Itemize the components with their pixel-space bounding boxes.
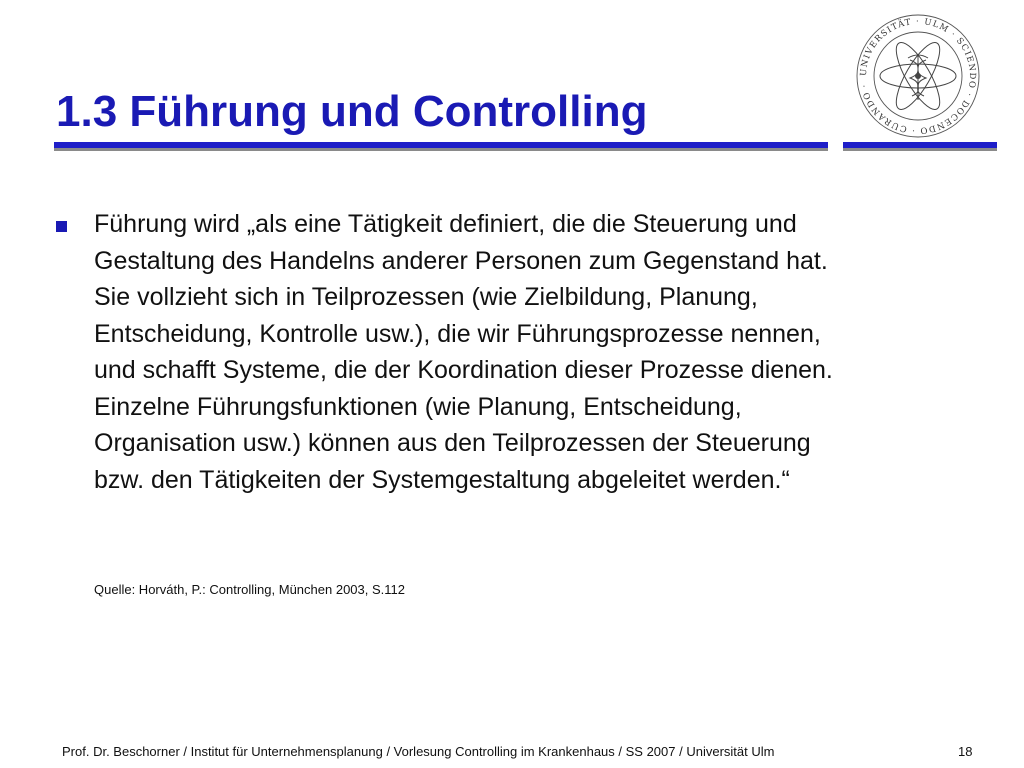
bullet-line: Gestaltung des Handelns anderer Personen zum Gegenstand hat. — [94, 246, 828, 275]
university-seal-logo — [848, 14, 988, 138]
slide-footer: Prof. Dr. Beschorner / Institut für Unternehmensplanung / Vorlesung Controlling im Krankenhaus / SS 2007 / Universität Ulm — [62, 744, 775, 759]
title-underline-short — [843, 142, 997, 151]
title-underline — [54, 142, 828, 151]
bullet-line: Sie vollzieht sich in Teilprozessen (wie Zielbildung, Planung, — [94, 283, 758, 311]
bullet-line: Einzelne Führungsfunktionen (wie Planung, Entscheidung, — [94, 392, 742, 421]
seal-ring-text: UNIVERSITÄT · ULM · SCIENDO · DOCENDO · CURANDO · — [858, 16, 978, 136]
bullet-line: Entscheidung, Kontrolle usw.), die wir Führungsprozesse nennen, — [94, 319, 821, 348]
bullet-line: bzw. den Tätigkeiten der Systemgestaltung abgeleitet werden.“ — [94, 465, 790, 494]
bullet-line: Führung wird „als eine Tätigkeit definiert, die die Steuerung und — [94, 210, 797, 238]
bullet-line: Organisation usw.) können aus den Teilprozessen der Steuerung — [94, 429, 811, 457]
page-number: 18 — [958, 744, 973, 759]
bullet-line: und schafft Systeme, die der Koordination dieser Prozesse dienen. — [94, 356, 833, 384]
source-citation: Quelle: Horváth, P.: Controlling, München 2003, S.112 — [94, 582, 405, 597]
slide-title: 1.3 Führung und Controlling — [56, 87, 648, 136]
bullet-item — [56, 206, 986, 498]
bullet-text — [94, 206, 984, 498]
square-bullet-icon — [56, 221, 67, 232]
